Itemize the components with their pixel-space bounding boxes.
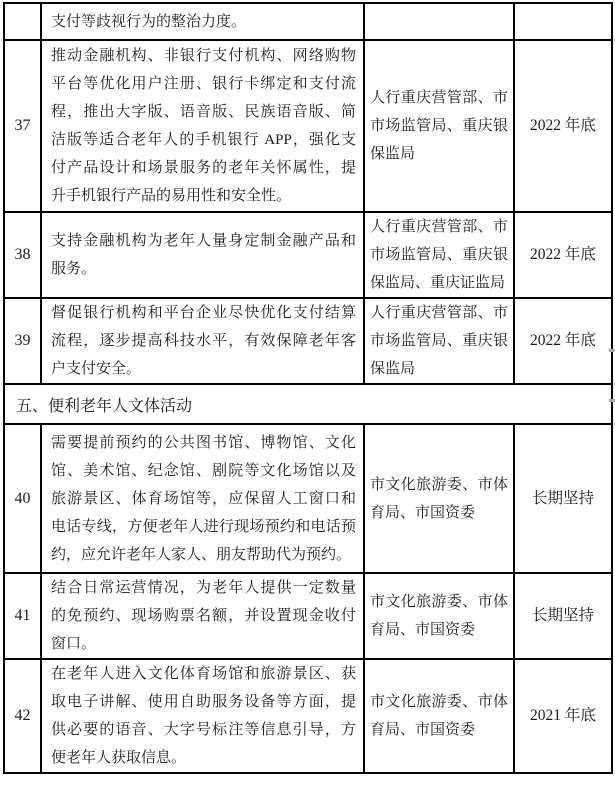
text-line: 平台等优化用户注册、银行卡绑定和支付流 [51, 76, 356, 92]
text-line: 督促银行机构和平台企业尽快优化支付结算 [51, 305, 356, 321]
task-cell [41, 659, 364, 773]
text-line: 市文化旅游委、市体 [370, 476, 508, 493]
text-line: 便老年人获取信息。 [51, 750, 187, 766]
text-line: 市场监管局、重庆银 [370, 247, 508, 263]
text-line: 在老年人进入文化体育场馆和旅游景区、获 [51, 666, 356, 682]
text-line: 的免预约、现场购票名额，并设置现金收付 [51, 608, 356, 624]
text-line: 洁版等适合老年人的手机银行 APP，强化支 [51, 132, 356, 148]
task-cell [41, 298, 364, 384]
deadline-cell [514, 3, 612, 40]
text-line: 旅游景区、体育场馆等，应保留人工窗口和 [51, 490, 356, 507]
table-row-42 [4, 659, 612, 773]
text-line: 市文化旅游委、市体 [370, 594, 508, 610]
text-line: 市文化旅游委、市体 [370, 694, 508, 710]
task-cell [41, 40, 364, 212]
department-cell [364, 298, 514, 384]
row-number-cell: 37 [4, 40, 41, 212]
text-line: 服务。 [51, 261, 97, 277]
text-line: 保监局 [370, 361, 416, 377]
deadline-cell: 2022 年底 [514, 298, 612, 384]
text-line: 约，应允许老年人家人、朋友帮助代为预约。 [51, 546, 352, 563]
text-line: 取电子讲解、使用自助服务设备等方面，提 [51, 694, 356, 710]
text-line: 育局、市国资委 [370, 722, 476, 738]
department-cell [364, 573, 514, 659]
row-number-cell: 38 [4, 212, 41, 298]
text-line: 馆、美术馆、纪念馆、剧院等文化场馆以及 [51, 462, 356, 479]
row-number-cell: 42 [4, 659, 41, 773]
deadline-cell: 2022 年底 [514, 40, 612, 212]
deadline-cell: 长期坚持 [514, 424, 612, 573]
deadline-cell: 2021 年底 [514, 659, 612, 773]
text-line: 需要提前预约的公共图书馆、博物馆、文化 [51, 434, 356, 451]
table-row-40 [4, 424, 612, 573]
text-line: 电话专线，方便老年人进行现场预约和电话预 [51, 518, 356, 535]
text-line: 人行重庆营管部、市 [370, 219, 508, 235]
text-line: 市场监管局、重庆银 [370, 333, 508, 349]
text-line: 育局、市国资委 [370, 504, 476, 521]
text-line: 升手机银行产品的易用性和安全性。 [51, 188, 292, 204]
table-row-38 [4, 212, 612, 298]
task-cell [41, 424, 364, 573]
text-line: 推动金融机构、非银行支付机构、网络购物 [51, 48, 356, 64]
text-line: 流程，逐步提高科技水平，有效保障老年客 [51, 333, 356, 349]
table-row-39 [4, 298, 612, 384]
text-line: 育局、市国资委 [370, 622, 476, 638]
task-table [3, 2, 613, 774]
section-header-row [4, 384, 612, 424]
row-number-cell: 39 [4, 298, 41, 384]
department-cell [364, 3, 514, 40]
scan-artifact [609, 349, 615, 352]
row-number-cell: 40 [4, 424, 41, 573]
text-line: 窗口。 [51, 636, 97, 652]
department-cell [364, 424, 514, 573]
row-number-cell: 41 [4, 573, 41, 659]
text-line: 付产品设计和场景服务的老年关怀属性，提 [51, 160, 356, 176]
table-row-continuation [4, 3, 612, 40]
text-line: 人行重庆营管部、市 [370, 90, 508, 106]
task-cell [41, 3, 364, 40]
task-cell [41, 212, 364, 298]
department-cell [364, 212, 514, 298]
text-line: 支持金融机构为老年人量身定制金融产品和 [51, 233, 356, 249]
table-row-37 [4, 40, 612, 212]
text-line: 程，推出大字版、语音版、民族语音版、简 [51, 104, 356, 120]
task-cell [41, 573, 364, 659]
text-line: 保监局 [370, 146, 416, 162]
deadline-cell: 长期坚持 [514, 573, 612, 659]
row-number-cell [4, 3, 41, 40]
text-line: 保监局、重庆证监局 [370, 275, 506, 291]
text-line: 供必要的语音、大字号标注等信息引导，方 [51, 722, 356, 738]
text-line: 市场监管局、重庆银 [370, 118, 508, 134]
text-line: 户支付安全。 [51, 361, 142, 377]
scan-artifact [609, 399, 615, 402]
department-cell [364, 40, 514, 212]
text-line: 结合日常运营情况，为老年人提供一定数量 [51, 580, 356, 596]
table-row-41 [4, 573, 612, 659]
deadline-cell: 2022 年底 [514, 212, 612, 298]
section-header-cell: 五、便利老年人文体活动 [4, 384, 612, 424]
department-cell [364, 659, 514, 773]
text-line: 支付等歧视行为的整治力度。 [51, 13, 247, 30]
text-line: 人行重庆营管部、市 [370, 305, 508, 321]
